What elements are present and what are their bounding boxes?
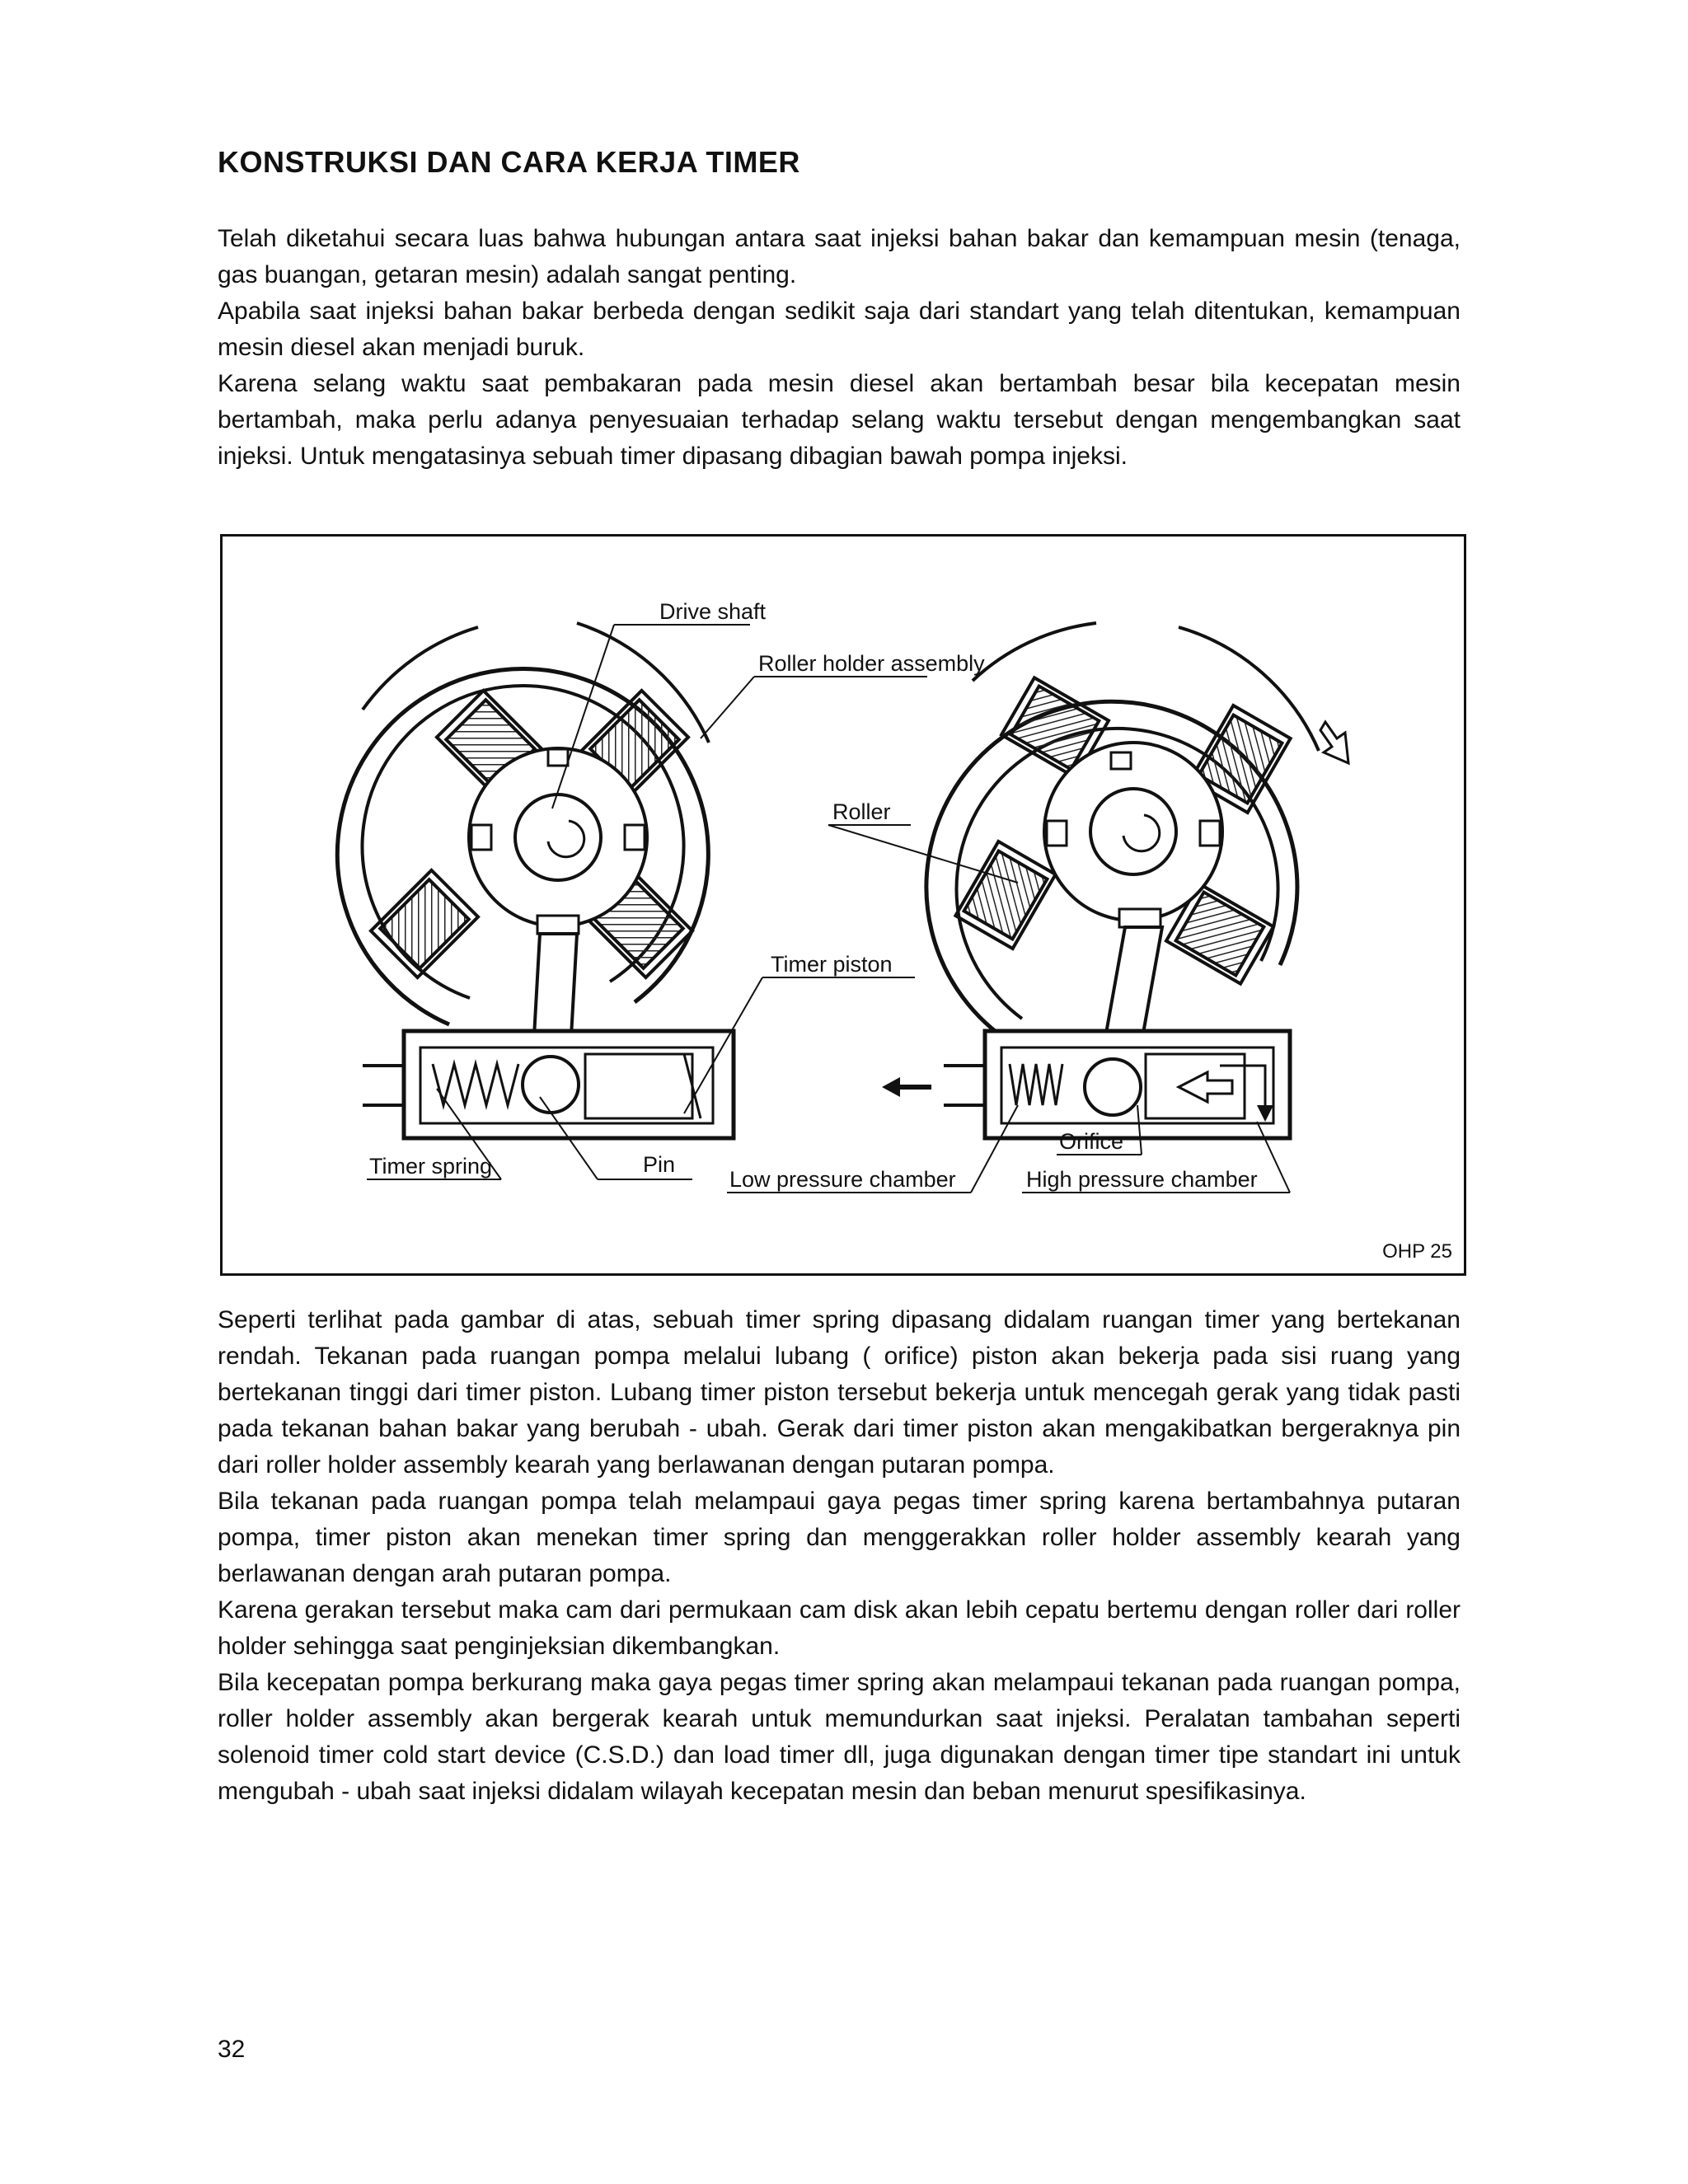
label-high-pressure-chamber: High pressure chamber [1026,1167,1258,1192]
body-text [218,1302,1461,1810]
paragraph: Karena gerakan tersebut maka cam dari permukaan cam disk akan lebih cepatu bertemu dengan roller dari roller holder sehingga saat penginjeksian dikembangkan. [218,1596,1461,1660]
figure-code: OHP 25 [1382,1240,1452,1263]
page-title: KONSTRUKSI DAN CARA KERJA TIMER [218,145,800,179]
timer-diagram [223,537,1464,1273]
pin-icon [1085,1059,1141,1115]
timer-diagram-figure [220,534,1466,1276]
paragraph: Karena selang waktu saat pembakaran pada mesin diesel akan bertambah besar bila kecepatan mesin bertambah, maka perlu adanya penyesuaian terhadap selang waktu tersebut dengan mengembangkan saat injeksi. Untuk mengatasinya sebuah timer dipasang dibagian bawah pompa injeksi. [218,370,1461,470]
drive-shaft-icon [515,794,601,880]
label-pin: Pin [643,1152,676,1177]
label-drive-shaft: Drive shaft [659,599,767,624]
label-roller: Roller [832,799,891,824]
label-roller-holder-assembly: Roller holder assembly [758,651,985,676]
pin-icon [523,1057,579,1113]
label-timer-piston: Timer piston [771,952,893,977]
label-orifice: Orifice [1059,1129,1124,1154]
paragraph: Telah diketahui secara luas bahwa hubungan antara saat injeksi bahan bakar dan kemampuan mesin (tenaga, gas buangan, getaran mesin) adalah sangat penting. [218,225,1461,288]
left-arrow-icon [882,1077,900,1097]
intro-text [218,221,1461,475]
label-timer-spring: Timer spring [369,1154,493,1179]
roller-icon [955,841,1055,949]
roller-icon [371,870,478,977]
paragraph: Bila tekanan pada ruangan pompa telah melampaui gaya pegas timer spring karena bertambahnya putaran pompa, timer piston akan menekan timer spring dan menggerakkan roller holder assembly kearah yang berlawanan dengan arah putaran pompa. [218,1488,1461,1587]
paragraph: Apabila saat injeksi bahan bakar berbeda dengan sedikit saja dari standart yang telah ditentukan, kemampuan mesin diesel akan menjadi buruk. [218,298,1461,361]
label-low-pressure-chamber: Low pressure chamber [729,1167,956,1192]
drive-shaft-icon [1090,789,1176,874]
page-number: 32 [218,2036,246,2063]
timer-assembly-rest [337,623,734,1138]
paragraph: Bila kecepatan pompa berkurang maka gaya pegas timer spring akan melampaui tekanan pada ruangan pompa, roller holder assembly akan bergerak kearah untuk memundurkan saat injeksi. Peralatan tambahan seperti solenoid timer cold start device (C.S.D.) dan load timer dll, juga digunakan dengan timer tipe standart ini untuk mengubah - ubah saat injeksi didalam wilayah kecepatan mesin dan beban menurut spesifikasinya. [218,1669,1461,1805]
rotation-arrow-icon [1320,722,1348,763]
timer-assembly-advanced [882,623,1348,1138]
paragraph: Seperti terlihat pada gambar di atas, sebuah timer spring dipasang didalam ruangan timer yang bertekanan rendah. Tekanan pada ruangan pompa melalui lubang ( orifice) piston akan bekerja pada sisi ruang yang bertekanan tinggi dari timer piston. Lubang timer piston tersebut bekerja untuk mencegah gerak yang tidak pasti pada tekanan bahan bakar yang berubah - ubah. Gerak dari timer piston akan mengakibatkan bergeraknya pin dari roller holder assembly kearah yang berlawanan dengan putaran pompa. [218,1306,1461,1479]
